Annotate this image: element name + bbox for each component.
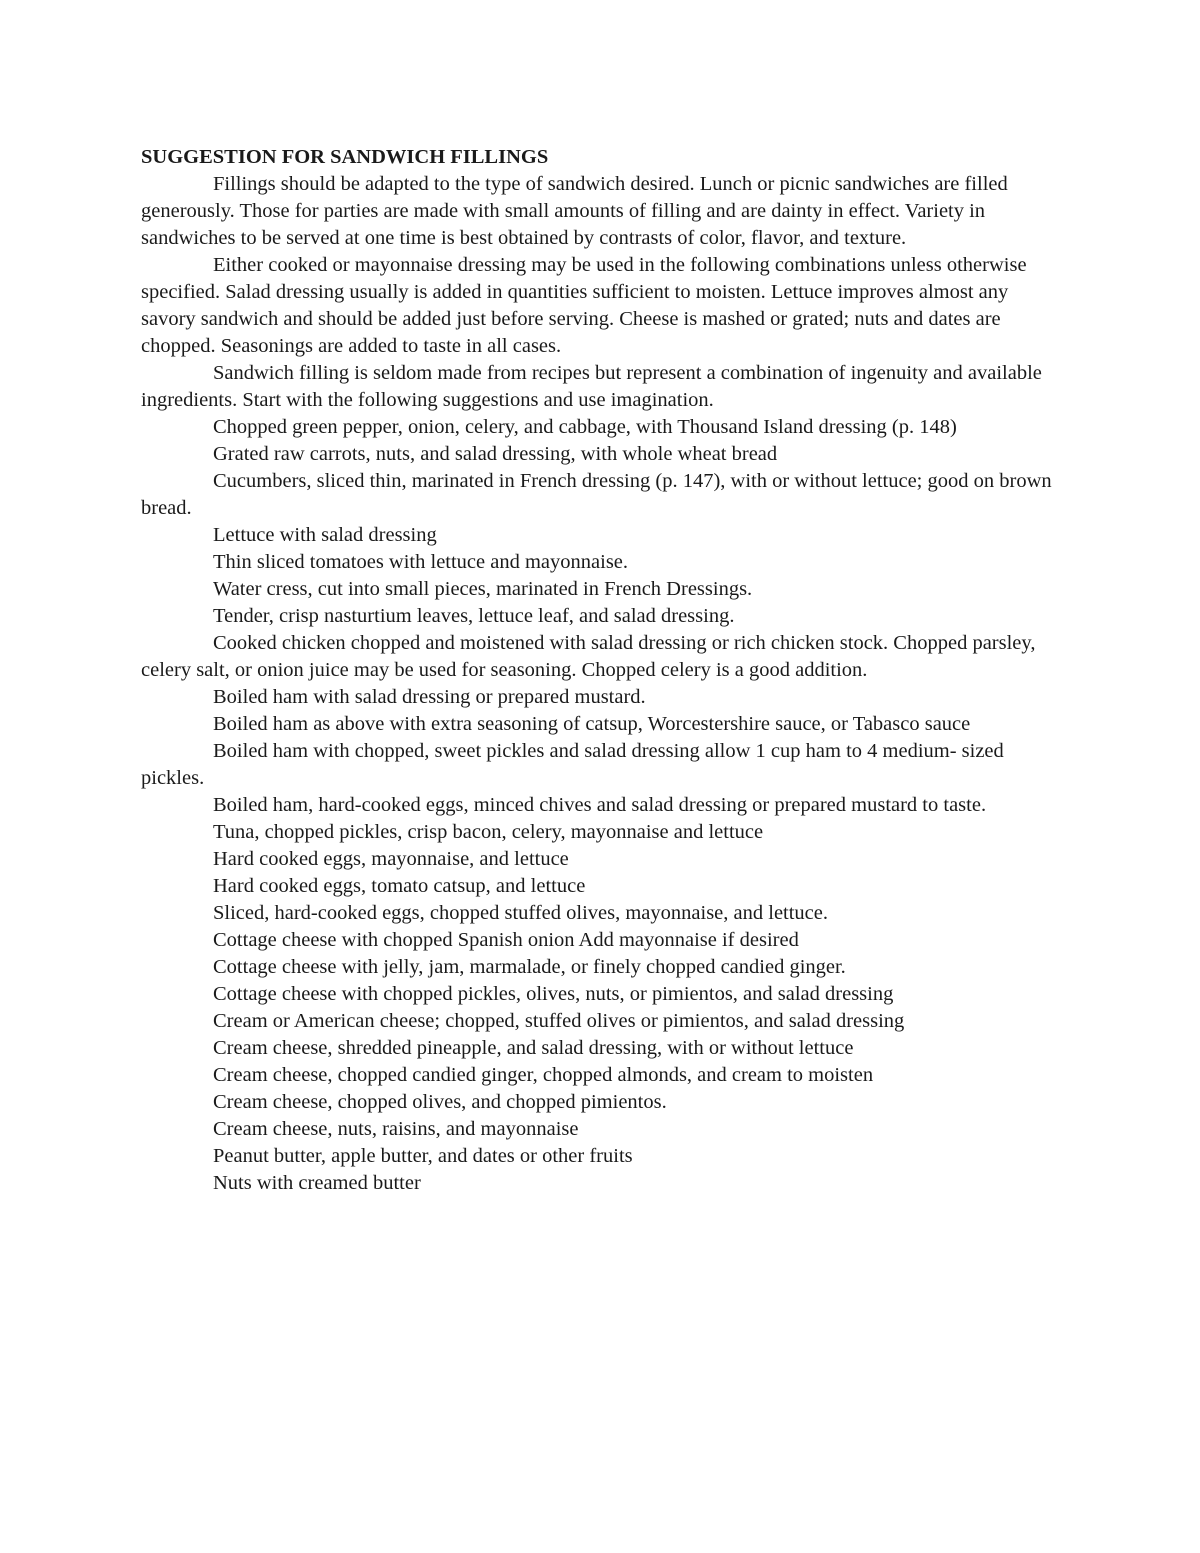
paragraph: Tuna, chopped pickles, crisp bacon, celery, mayonnaise and lettuce bbox=[213, 821, 764, 843]
paragraph: Cottage cheese with chopped Spanish onion Add mayonnaise if desired bbox=[213, 929, 799, 951]
paragraph: Hard cooked eggs, tomato catsup, and lettuce bbox=[213, 875, 586, 897]
paragraph: Cottage cheese with jelly, jam, marmalade, or finely chopped candied ginger. bbox=[213, 956, 846, 978]
paragraph: Chopped green pepper, onion, celery, and cabbage, with Thousand Island dressing (p. 148) bbox=[213, 416, 957, 438]
paragraph: Boiled ham with salad dressing or prepared mustard. bbox=[213, 686, 646, 708]
paragraph: Boiled ham, hard-cooked eggs, minced chives and salad dressing or prepared mustard to taste. bbox=[213, 794, 987, 816]
paragraph: Cream cheese, shredded pineapple, and salad dressing, with or without lettuce bbox=[213, 1037, 854, 1059]
paragraph: Grated raw carrots, nuts, and salad dressing, with whole wheat bread bbox=[213, 443, 778, 465]
paragraph: Hard cooked eggs, mayonnaise, and lettuce bbox=[213, 848, 569, 870]
paragraph: Cucumbers, sliced thin, marinated in French dressing (p. 147), with or without lettuce; good on brown bread. bbox=[141, 470, 1052, 519]
paragraph: Water cress, cut into small pieces, marinated in French Dressings. bbox=[213, 578, 753, 600]
paragraph: Lettuce with salad dressing bbox=[213, 524, 437, 546]
document-body bbox=[141, 144, 1063, 1197]
paragraph: Sliced, hard-cooked eggs, chopped stuffed olives, mayonnaise, and lettuce. bbox=[213, 902, 829, 924]
paragraph: Cream or American cheese; chopped, stuffed olives or pimientos, and salad dressing bbox=[213, 1010, 905, 1032]
document-title: SUGGESTION FOR SANDWICH FILLINGS bbox=[141, 146, 549, 168]
paragraph: Boiled ham as above with extra seasoning of catsup, Worcestershire sauce, or Tabasco sauce bbox=[213, 713, 971, 735]
paragraph: Fillings should be adapted to the type of sandwich desired. Lunch or picnic sandwiches are filled generously. Those for parties are made with small amounts of filling and are dainty in effect. Variety in sandwiches to be served at one time is best obtained by contrasts of color, flavor, and texture. bbox=[141, 173, 1008, 249]
paragraph: Cooked chicken chopped and moistened with salad dressing or rich chicken stock. Chopped parsley, celery salt, or onion juice may be used for seasoning. Chopped celery is a good addition. bbox=[141, 632, 1036, 681]
paragraph: Nuts with creamed butter bbox=[213, 1172, 421, 1194]
paragraph: Thin sliced tomatoes with lettuce and mayonnaise. bbox=[213, 551, 629, 573]
paragraph: Cream cheese, chopped candied ginger, chopped almonds, and cream to moisten bbox=[213, 1064, 874, 1086]
paragraph: Cream cheese, nuts, raisins, and mayonnaise bbox=[213, 1118, 579, 1140]
paragraph: Peanut butter, apple butter, and dates or other fruits bbox=[213, 1145, 633, 1167]
paragraph: Cream cheese, chopped olives, and chopped pimientos. bbox=[213, 1091, 667, 1113]
paragraph: Boiled ham with chopped, sweet pickles and salad dressing allow 1 cup ham to 4 medium- sized pickles. bbox=[141, 740, 1004, 789]
paragraph: Sandwich filling is seldom made from recipes but represent a combination of ingenuity and available ingredients. Start with the following suggestions and use imagination. bbox=[141, 362, 1042, 411]
paragraph: Either cooked or mayonnaise dressing may be used in the following combinations unless otherwise specified. Salad dressing usually is added in quantities sufficient to moisten. Lettuce improves almost any savory sandwich and should be added just before serving. Cheese is mashed or grated; nuts and dates are chopped. Seasonings are added to taste in all cases. bbox=[141, 254, 1027, 357]
paragraph: Tender, crisp nasturtium leaves, lettuce leaf, and salad dressing. bbox=[213, 605, 735, 627]
paragraph: Cottage cheese with chopped pickles, olives, nuts, or pimientos, and salad dressing bbox=[213, 983, 894, 1005]
